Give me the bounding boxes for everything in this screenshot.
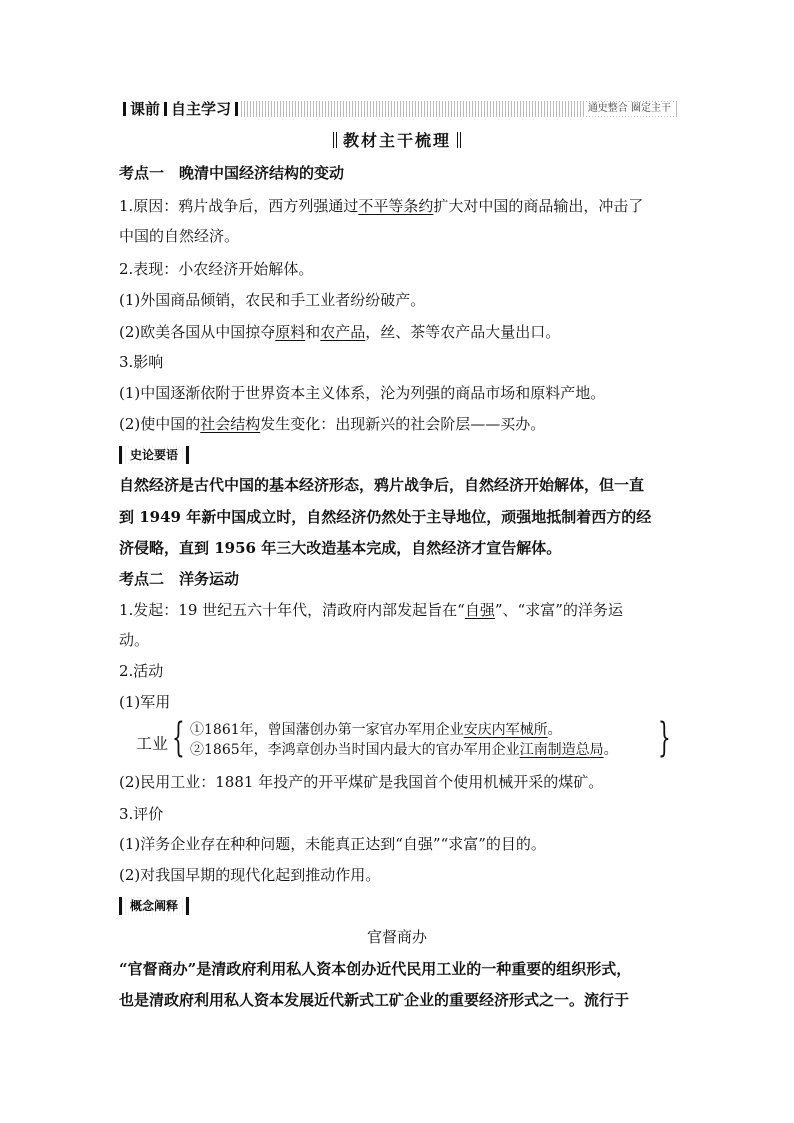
text: (2)欧美各国从中国掠夺: [119, 323, 276, 341]
kp1-title: 考点一 晚清中国经济结构的变动: [119, 164, 345, 182]
concept-tag: [119, 897, 189, 915]
kp2-rise-cont: 动。: [119, 631, 150, 649]
industry-label: 工业: [136, 734, 169, 753]
shilun-l3: 济侵略，直到 1956 年三大改造基本完成，自然经济才宣告解体。: [119, 539, 562, 557]
shilun-tag: [119, 446, 189, 464]
underlined-term: 江南制造总局: [519, 742, 604, 758]
kp2-e2: (2)对我国早期的现代化起到推动作用。: [119, 866, 381, 884]
header-title-b: 自主学习: [171, 100, 232, 118]
kp2-military: (1)军用: [119, 693, 171, 711]
header-title-a: 课前: [130, 100, 161, 118]
text: ”、“求富”的洋务运: [494, 601, 623, 619]
underlined-term: 自强: [464, 601, 495, 619]
concept-tag-text: 概念阐释: [130, 899, 179, 913]
text: 。: [603, 742, 618, 758]
kp2-title: 考点二 洋务运动: [119, 570, 240, 588]
concept-l1: “官督商办”是清政府利用私人资本创办近代民用工业的一种重要的组织形式，: [119, 960, 632, 978]
text: 和: [305, 323, 321, 341]
underlined-term: 农产品: [320, 323, 366, 341]
section-title-text: 教材主干梳理: [342, 131, 451, 150]
kp1-performance: 2.表现：小农经济开始解体。: [119, 260, 314, 278]
concept-l2: 也是清政府利用私人资本发展近代新式工矿企业的重要经济形式之一。流行于: [119, 991, 630, 1009]
industry-item-2: [190, 741, 618, 759]
shilun-l1: 自然经济是古代中国的基本经济形态，鸦片战争后，自然经济开始解体，但一直: [119, 476, 645, 494]
header-tag: 通史整合 圈定主干: [584, 102, 675, 116]
kp1-p1: (1)外国商品倾销，农民和手工业者纷纷破产。: [119, 291, 426, 309]
kp2-evaluation: 3.评价: [119, 805, 164, 823]
kp1-i2: [119, 414, 679, 434]
concept-title: 官督商办: [366, 928, 427, 946]
underlined-term: 安庆内军械所: [463, 722, 548, 738]
underlined-term: 原料: [275, 323, 306, 341]
kp1-cause: [119, 196, 679, 216]
kp2-civil: (2)民用工业：1881 年投产的开平煤矿是我国首个使用机械开采的煤矿。: [119, 773, 604, 791]
shilun-l2: 到 1949 年新中国成立时，自然经济仍然处于主导地位，顽强地抵制着西方的经: [119, 508, 652, 526]
kp1-i1: (1)中国逐渐依附于世界资本主义体系，沦为列强的商品市场和原料产地。: [119, 384, 606, 402]
kp2-activity: 2.活动: [119, 662, 164, 680]
left-brace-icon: {: [172, 715, 185, 761]
industry-item-1: [190, 721, 562, 739]
text: ②1865年，李鸿章创办当时国内最大的官办军用企业: [190, 742, 520, 758]
text: 。: [547, 722, 562, 738]
text: 1.发起：19 世纪五六十年代，清政府内部发起旨在“: [119, 601, 465, 619]
kp1-cause-cont: 中国的自然经济。: [119, 227, 240, 245]
header-title: [119, 99, 248, 119]
kp1-impact: 3.影响: [119, 353, 164, 371]
shilun-tag-text: 史论要语: [130, 448, 179, 462]
text: (2)使中国的: [119, 415, 201, 433]
section-title: [0, 128, 794, 151]
text: ，丝、茶等农产品大量出口。: [365, 323, 561, 341]
kp2-rise: [119, 600, 679, 620]
right-brace-icon: }: [658, 715, 671, 761]
text: ①1861年，曾国藩创办第一家官办军用企业: [190, 722, 464, 738]
kp1-p2: [119, 322, 679, 342]
underlined-term: 社会结构: [200, 415, 261, 433]
text: 发生变化：出现新兴的社会阶层——买办。: [260, 415, 546, 433]
lesson-header: [119, 99, 679, 119]
kp2-e1: (1)洋务企业存在种种问题，未能真正达到“自强”“求富”的目的。: [119, 835, 546, 853]
text: 1.原因：鸦片战争后，西方列强通过: [119, 197, 359, 215]
text: 扩大对中国的商品输出，冲击了: [433, 197, 644, 215]
underlined-term: 不平等条约: [358, 197, 434, 215]
